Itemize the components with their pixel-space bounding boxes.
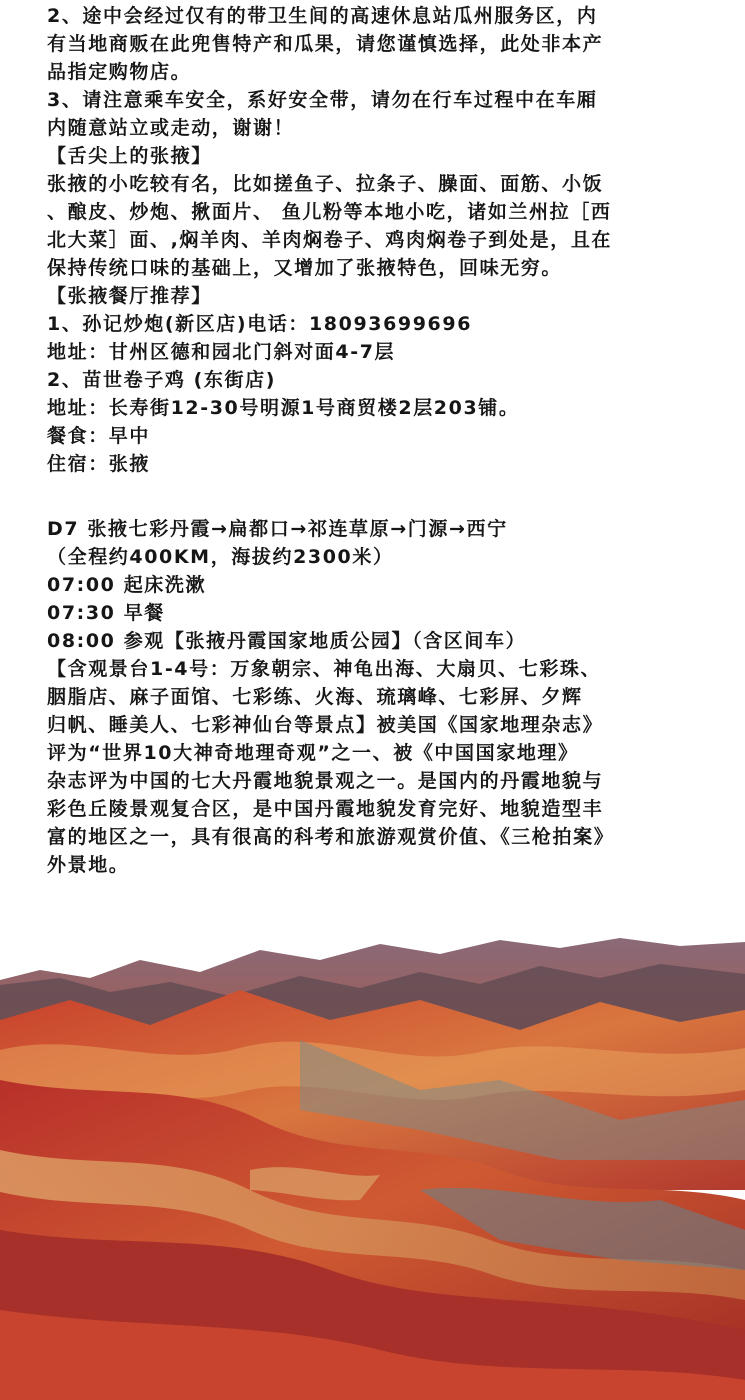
text-line: 北大菜］面、,焖羊肉、羊肉焖卷子、鸡肉焖卷子到处是，且在 — [47, 229, 613, 251]
text-line: 保持传统口味的基础上，又增加了张掖特色，回味无穷。 — [47, 257, 563, 279]
text-line: 地址：甘州区德和园北门斜对面4-7层 — [47, 341, 396, 363]
day-heading: D7 张掖七彩丹霞→扁都口→祁连草原→门源→西宁 — [47, 518, 508, 540]
text-line: 有当地商贩在此兜售特产和瓜果，请您谨慎选择，此处非本产 — [47, 33, 604, 55]
text-line: 1、孙记炒炮(新区店)电话：18093699696 — [47, 313, 473, 335]
text-line: 地址：长寿街12-30号明源1号商贸楼2层203铺。 — [47, 397, 520, 419]
text-line: 2、苗世卷子鸡 (东街店) — [47, 369, 277, 391]
text-line: 评为“世界10大神奇地理奇观”之一、被《中国国家地理》 — [47, 742, 579, 764]
danxia-landscape-image — [0, 930, 745, 1400]
schedule-line: 07:00 起床洗漱 — [47, 574, 207, 596]
text-line: 彩色丘陵景观复合区，是中国丹霞地貌发育完好、地貌造型丰 — [47, 798, 604, 820]
text-line: 2、途中会经过仅有的带卫生间的高速休息站瓜州服务区，内 — [47, 5, 598, 27]
section-heading: 【舌尖上的张掖】 — [47, 145, 212, 167]
section-heading: 【张掖餐厅推荐】 — [47, 285, 212, 307]
text-line: （全程约400KM，海拔约2300米） — [47, 546, 394, 568]
text-line: 、酿皮、炒炮、揪面片、 鱼儿粉等本地小吃，诸如兰州拉［西 — [47, 201, 612, 223]
schedule-line: 08:00 参观【张掖丹霞国家地质公园】（含区间车） — [47, 630, 527, 652]
text-line: 品指定购物店。 — [47, 61, 192, 83]
text-line: 胭脂店、麻子面馆、七彩练、火海、琉璃峰、七彩屏、夕辉 — [47, 686, 583, 708]
text-line: 【含观景台1-4号：万象朝宗、神龟出海、大扇贝、七彩珠、 — [47, 658, 602, 680]
text-line: 外景地。 — [47, 854, 130, 876]
text-line: 张掖的小吃较有名，比如搓鱼子、拉条子、臊面、面筋、小饭 — [47, 173, 604, 195]
text-line: 餐食：早中 — [47, 425, 151, 447]
text-line: 3、请注意乘车安全，系好安全带，请勿在行车过程中在车厢 — [47, 89, 598, 111]
danxia-landscape-photo — [0, 930, 745, 1400]
text-line: 归帆、睡美人、七彩神仙台等景点】被美国《国家地理杂志》 — [47, 714, 604, 736]
text-line: 内随意站立或走动，谢谢！ — [47, 117, 295, 139]
text-line: 富的地区之一，具有很高的科考和旅游观赏价值、《三枪拍案》 — [47, 826, 615, 848]
schedule-line: 07:30 早餐 — [47, 602, 165, 624]
text-line: 住宿：张掖 — [47, 453, 151, 475]
text-line: 杂志评为中国的七大丹霞地貌景观之一。是国内的丹霞地貌与 — [47, 770, 604, 792]
